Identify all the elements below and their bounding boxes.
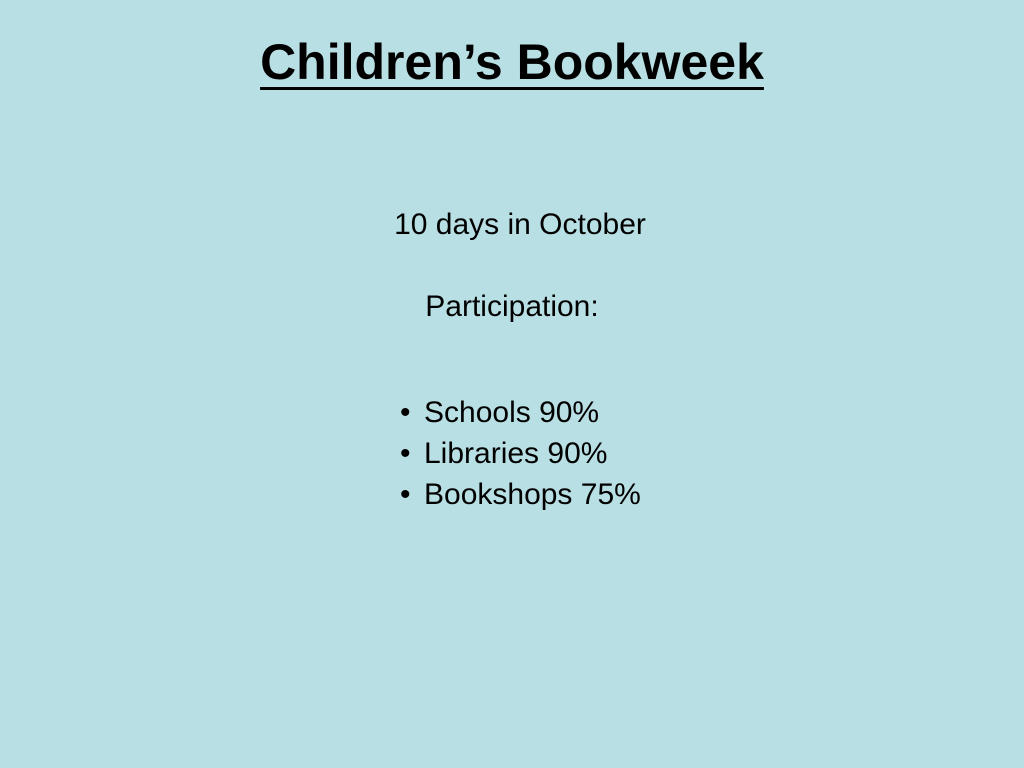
bullet-icon: •	[400, 478, 411, 511]
participation-heading: Participation:	[425, 290, 599, 323]
list-item-label: Schools 90%	[424, 396, 600, 429]
list-item-label: Libraries 90%	[424, 437, 608, 470]
slide-title	[0, 30, 1024, 94]
participation-list	[400, 392, 641, 515]
list-item	[400, 474, 641, 515]
bullet-icon: •	[400, 396, 411, 429]
duration-text: 10 days in October	[394, 208, 646, 241]
slide-title-text: Children’s Bookweek	[260, 34, 764, 90]
list-item	[400, 433, 641, 474]
list-item	[400, 392, 641, 433]
list-item-label: Bookshops 75%	[424, 478, 641, 511]
bullet-icon: •	[400, 437, 411, 470]
